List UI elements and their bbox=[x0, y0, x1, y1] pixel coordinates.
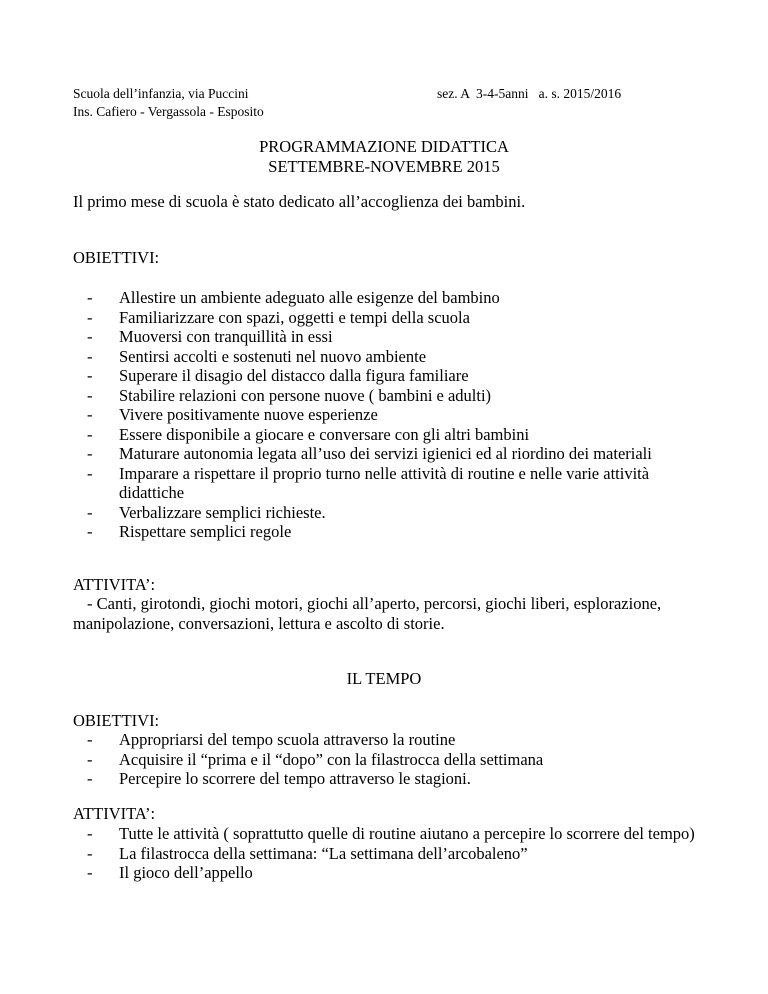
section-info: sez. A 3-4-5anni a. s. 2015/2016 bbox=[437, 86, 622, 101]
list-item: - Appropriarsi del tempo scuola attraverso la routine bbox=[87, 730, 456, 749]
activities-dash: - bbox=[87, 594, 93, 613]
objectives-heading: OBIETTIVI: bbox=[73, 248, 160, 267]
list-item: - Verbalizzare semplici richieste. bbox=[87, 502, 326, 522]
list-item: - Maturare autonomia legata all’uso dei servizi igienici ed al riordino dei materiali bbox=[87, 444, 652, 463]
list-item: - Allestire un ambiente adeguato alle esigenze del bambino bbox=[87, 288, 500, 307]
list-item: - Vivere positivamente nuove esperienze bbox=[87, 405, 378, 424]
list-item: - Sentirsi accolti e sostenuti nel nuovo ambiente bbox=[87, 346, 427, 366]
title-line-2: SETTEMBRE-NOVEMBRE 2015 bbox=[268, 157, 500, 176]
objectives-list bbox=[73, 288, 673, 542]
list-item: - Familiarizzare con spazi, oggetti e tempi della scuola bbox=[87, 307, 470, 327]
list-item: - Stabilire relazioni con persone nuove ( bambini e adulti) bbox=[87, 385, 492, 405]
tempo-objectives-heading: OBIETTIVI: bbox=[73, 711, 160, 730]
list-item: - Acquisire il “prima e il “dopo” con la filastrocca della settimana bbox=[87, 749, 544, 769]
list-item: - Tutte le attività ( soprattutto quelle di routine aiutano a percepire lo scorrere del tempo) bbox=[87, 824, 695, 843]
activities-paragraph bbox=[73, 594, 673, 634]
school-name: Scuola dell’infanzia, via Puccini bbox=[73, 86, 249, 101]
teachers-names: Ins. Cafiero - Vergassola - Esposito bbox=[73, 104, 264, 119]
list-item: - Il gioco dell’appello bbox=[87, 863, 253, 882]
section-title-tempo: IL TEMPO bbox=[346, 669, 422, 688]
list-item: - Superare il disagio del distacco dalla figura familiare bbox=[87, 366, 469, 385]
list-item: - Muoversi con tranquillità in essi bbox=[87, 327, 333, 346]
list-item: - Essere disponibile a giocare e conversare con gli altri bambini bbox=[87, 424, 530, 444]
list-item: - Percepire lo scorrere del tempo attraverso le stagioni. bbox=[87, 769, 471, 788]
intro-paragraph: Il primo mese di scuola è stato dedicato all’accoglienza dei bambini. bbox=[73, 192, 526, 211]
tempo-activities-list bbox=[73, 824, 713, 883]
document-title bbox=[0, 137, 768, 177]
list-item: - Imparare a rispettare il proprio turno nelle attività di routine e nelle varie attività didattiche bbox=[87, 463, 650, 502]
title-line-1: PROGRAMMAZIONE DIDATTICA bbox=[259, 137, 509, 156]
header-left bbox=[73, 85, 264, 121]
list-item: - Rispettare semplici regole bbox=[87, 522, 292, 541]
tempo-activities-heading: ATTIVITA’: bbox=[73, 804, 156, 823]
list-item: - La filastrocca della settimana: “La settimana dell’arcobaleno” bbox=[87, 843, 528, 863]
activities-text: Canti, girotondi, giochi motori, giochi all’aperto, percorsi, giochi liberi, esplorazione, manipolazione, conversazioni, lettura e ascolto di storie. bbox=[73, 594, 662, 633]
activities-heading: ATTIVITA’: bbox=[73, 575, 156, 594]
tempo-objectives-list bbox=[73, 730, 673, 789]
